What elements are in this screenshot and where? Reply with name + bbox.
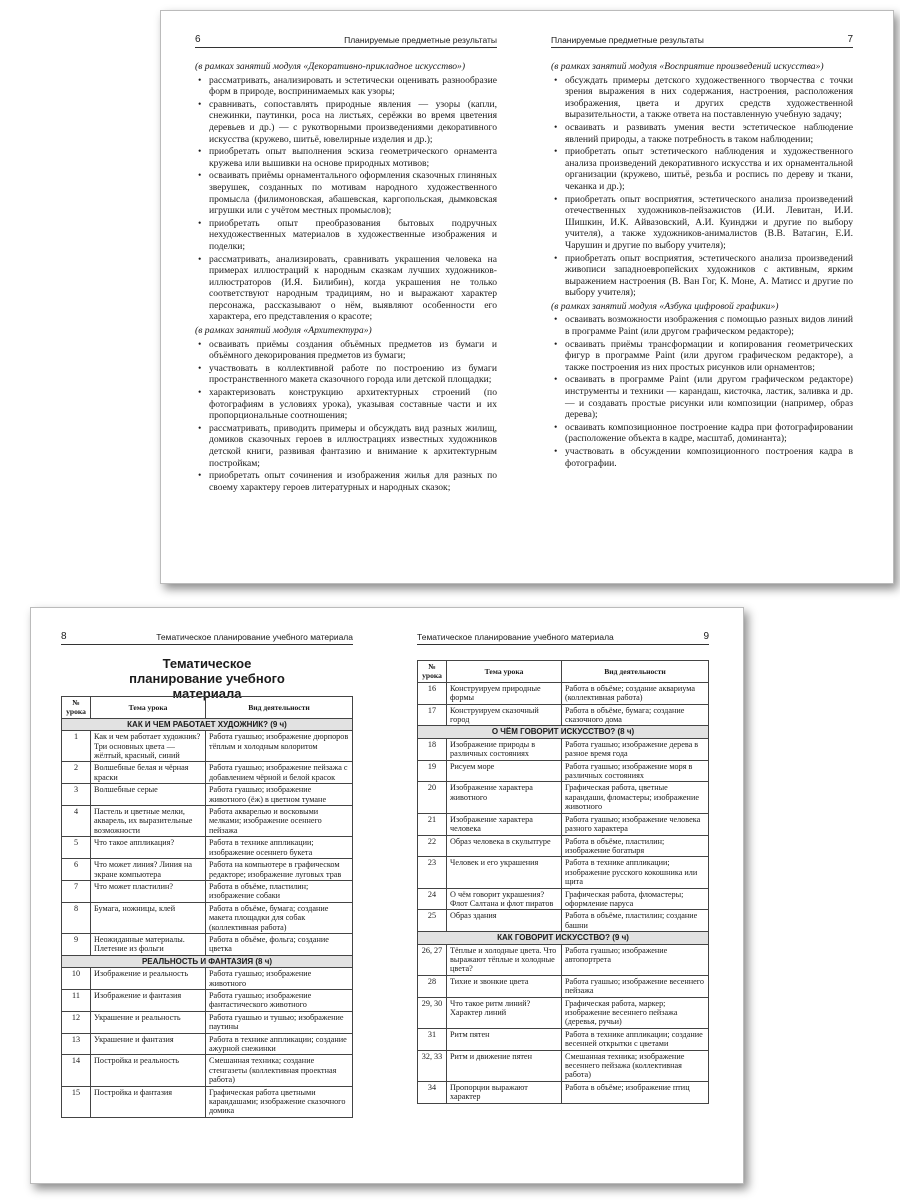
bullet-text: участвовать в обсуждении композиционного построения кадра в фотографии. xyxy=(565,446,853,469)
table-header-row xyxy=(418,661,709,683)
bullet-text: осваивать приёмы трансформации и копирования геометрических фигур в программе Paint (или другом графическом редакторе), а также построения из них простых рисунков или орнаментов; xyxy=(565,338,853,373)
lesson-number: 26, 27 xyxy=(418,944,447,975)
table-row xyxy=(62,1055,353,1086)
section-title: Тематическое планирование учебного материала xyxy=(129,656,285,701)
table-row xyxy=(418,782,709,813)
lesson-number: 1 xyxy=(62,731,91,762)
table-row xyxy=(418,813,709,835)
lesson-topic: Постройка и фантазия xyxy=(91,1086,206,1117)
table-row xyxy=(62,880,353,902)
lesson-activity: Работа гуашью; изображение животного xyxy=(206,968,353,990)
bullet-item xyxy=(551,122,853,145)
bullet-item xyxy=(195,470,497,493)
section-heading: О ЧЁМ ГОВОРИТ ИСКУССТВО? (8 ч) xyxy=(418,726,709,738)
bullet-text: характеризовать конструкцию архитектурных строений (по фотографиям в условиях урока), указывая составные части и их пропорциональные соотношения; xyxy=(209,387,497,422)
bullet-icon: • xyxy=(554,252,558,264)
section-row xyxy=(418,932,709,944)
lesson-topic: Постройка и реальность xyxy=(91,1055,206,1086)
section-row xyxy=(418,726,709,738)
table-row xyxy=(62,806,353,837)
bullet-item xyxy=(551,374,853,420)
lesson-number: 8 xyxy=(62,902,91,933)
lesson-topic: Украшение и реальность xyxy=(91,1011,206,1033)
lesson-topic: Изображение характера человека xyxy=(447,813,562,835)
lesson-topic: Волшебные белая и чёрная краски xyxy=(91,762,206,784)
lesson-topic: Ритм пятен xyxy=(447,1028,562,1050)
bullet-icon: • xyxy=(554,374,558,386)
col-header-number: № урока xyxy=(62,697,91,719)
bullet-item xyxy=(195,218,497,253)
lesson-topic: Что такое ритм линий? Характер линий xyxy=(447,997,562,1028)
bullet-text: осваивать приёмы создания объёмных предметов из бумаги и объёмного декорирования предметов из бумаги; xyxy=(209,338,497,362)
bullet-icon: • xyxy=(198,362,202,374)
bullet-icon: • xyxy=(198,217,202,229)
lesson-number: 20 xyxy=(418,782,447,813)
lesson-topic: Ритм и движение пятен xyxy=(447,1050,562,1081)
lesson-number: 2 xyxy=(62,762,91,784)
table-row xyxy=(418,944,709,975)
bullet-item xyxy=(551,146,853,192)
bullet-icon: • xyxy=(554,193,558,205)
bullet-item xyxy=(551,314,853,337)
page-body xyxy=(195,61,497,495)
bullet-list xyxy=(195,75,497,323)
lesson-topic: Образ человека в скульптуре xyxy=(447,835,562,857)
lesson-activity: Работа гуашью; изображение весеннего пейзажа xyxy=(562,975,709,997)
lesson-number: 6 xyxy=(62,859,91,881)
bullet-text: рассматривать, анализировать и эстетически оценивать разнообразие форм в природе, воспринимаемых как узоры; xyxy=(209,74,497,98)
bullet-item xyxy=(551,339,853,374)
table-row xyxy=(62,902,353,933)
table-row xyxy=(418,738,709,760)
table-row xyxy=(418,835,709,857)
table-row xyxy=(62,859,353,881)
table-row xyxy=(62,989,353,1011)
lesson-topic: Тихие и звонкие цвета xyxy=(447,975,562,997)
table-row xyxy=(62,1033,353,1055)
lesson-activity: Работа гуашью; изображение фантастического животного xyxy=(206,989,353,1011)
col-header-topic: Тема урока xyxy=(91,697,206,719)
bullet-icon: • xyxy=(198,422,202,434)
lesson-number: 5 xyxy=(62,837,91,859)
page-number: 7 xyxy=(847,34,853,45)
lesson-topic: Пропорции выражают характер xyxy=(447,1081,562,1103)
bullet-text: рассматривать, приводить примеры и обсуждать вид разных жилищ, домиков сказочных героев в иллюстрациях известных художников детской книги, развивая фантазию и внимание к архитектурным постройкам; xyxy=(209,422,497,469)
lesson-number: 12 xyxy=(62,1011,91,1033)
table-row xyxy=(418,760,709,782)
running-head: Тематическое планирование учебного материала xyxy=(417,632,614,642)
lesson-activity: Работа гуашью; изображение дюрпоров тёплым и холодным колоритом xyxy=(206,731,353,762)
page-number: 8 xyxy=(61,631,67,642)
bullet-icon: • xyxy=(198,387,202,399)
lesson-number: 9 xyxy=(62,933,91,955)
table-row xyxy=(418,910,709,932)
page-7 xyxy=(551,11,853,583)
lesson-activity: Работа в технике аппликации; создание весенней открытки с цветами xyxy=(562,1028,709,1050)
bullet-item xyxy=(195,170,497,216)
lesson-topic: Что такое аппликация? xyxy=(91,837,206,859)
lesson-topic: Образ здания xyxy=(447,910,562,932)
bullet-icon: • xyxy=(554,421,558,433)
lesson-activity: Работа акварелью и восковыми мелками; изображение осеннего пейзажа xyxy=(206,806,353,837)
lesson-activity: Работа в технике аппликации; изображение русского кокошника или щита xyxy=(562,857,709,888)
lesson-number: 19 xyxy=(418,760,447,782)
bullet-text: приобретать опыт сочинения и изображения жилья для разных по своему характеру героев литературных и народных сказок; xyxy=(209,470,497,493)
page-body xyxy=(551,61,853,471)
lesson-number: 4 xyxy=(62,806,91,837)
lesson-number: 21 xyxy=(418,813,447,835)
bullet-item xyxy=(195,423,497,469)
bullet-item xyxy=(195,146,497,169)
bullet-list xyxy=(551,314,853,469)
lesson-number: 24 xyxy=(418,888,447,910)
bullet-item xyxy=(551,446,853,469)
bullet-text: осваивать возможности изображения с помощью разных видов линий в программе Paint (или другом графическом редакторе); xyxy=(565,314,853,338)
table-row xyxy=(418,1050,709,1081)
table-row xyxy=(418,857,709,888)
plan-table-wrap xyxy=(417,660,709,1104)
bullet-text: осваивать и развивать умения вести эстетическое наблюдение явлений природы, а также потребность в таком наблюдении; xyxy=(565,121,853,145)
bullet-item xyxy=(195,254,497,324)
lesson-number: 3 xyxy=(62,784,91,806)
bullet-text: приобретать опыт восприятия, эстетического анализа произведений живописи западноевропейских художников с активным, ярким выражением настроения (В. Ван Гог, К. Моне, А. Матисс и другие по выбору учителя); xyxy=(565,252,853,299)
lesson-topic: Изображение природы в различных состояниях xyxy=(447,738,562,760)
bullet-item xyxy=(195,99,497,145)
page-6 xyxy=(195,11,497,583)
page-header xyxy=(551,33,853,48)
lesson-activity: Работа в объёме, фольга; создание цветка xyxy=(206,933,353,955)
lesson-activity: Работа гуашью; изображение животного (ёж) в цветном тумане xyxy=(206,784,353,806)
lesson-number: 32, 33 xyxy=(418,1050,447,1081)
lesson-topic: Изображение и реальность xyxy=(91,968,206,990)
lesson-activity: Работа в объёме, пластилин; создание башни xyxy=(562,910,709,932)
bullet-item xyxy=(195,339,497,362)
col-header-topic: Тема урока xyxy=(447,661,562,683)
table-row xyxy=(418,975,709,997)
lesson-number: 29, 30 xyxy=(418,997,447,1028)
col-header-activity: Вид деятельности xyxy=(562,661,709,683)
lesson-activity: Работа в объёме, бумага; создание сказочного дома xyxy=(562,704,709,726)
bullet-text: приобретать опыт эстетического наблюдения и художественного анализа произведений декоративного искусства и их орнаментальной организации (кружево, шитьё, резьба и роспись по дереву и ткани, чеканка и др.); xyxy=(565,146,853,192)
plan-table xyxy=(61,696,353,1118)
lesson-topic: Конструируем сказочный город xyxy=(447,704,562,726)
running-head: Тематическое планирование учебного материала xyxy=(156,632,353,642)
table-row xyxy=(62,933,353,955)
bullet-icon: • xyxy=(198,146,202,158)
bullet-text: обсуждать примеры детского художественного творчества с точки зрения выражения в них содержания, настроения, расположения изображения, цвета и других средств художественной выразительности, а также ответа на поставленную учебную задачу; xyxy=(565,74,853,121)
lesson-activity: Работа в объёме; создание аквариума (коллективная работа) xyxy=(562,682,709,704)
lesson-topic: Что может линия? Линия на экране компьютера xyxy=(91,859,206,881)
bullet-icon: • xyxy=(554,338,558,350)
lesson-topic: Рисуем море xyxy=(447,760,562,782)
bullet-item xyxy=(195,387,497,422)
lesson-number: 22 xyxy=(418,835,447,857)
bullet-list xyxy=(551,75,853,299)
bullet-item xyxy=(195,363,497,386)
page-number: 9 xyxy=(703,631,709,642)
running-head: Планируемые предметные результаты xyxy=(344,35,497,45)
lesson-topic: Тёплые и холодные цвета. Что выражают тёплые и холодные цвета? xyxy=(447,944,562,975)
page-9 xyxy=(417,608,709,1183)
lesson-topic: О чём говорит украшения? Флот Салтана и флот пиратов xyxy=(447,888,562,910)
lesson-activity: Работа гуашью; изображение человека разного характера xyxy=(562,813,709,835)
bullet-text: осваивать приёмы орнаментального оформления сказочных глиняных зверушек, созданных по мотивам народного художественного промысла (филимоновская, абашевская, каргопольская, дымковская игрушки или с учётом местных промыслов); xyxy=(209,170,497,217)
page-number: 6 xyxy=(195,34,201,45)
lesson-number: 15 xyxy=(62,1086,91,1117)
lesson-activity: Работа в объёме, пластилин; изображение богатыря xyxy=(562,835,709,857)
bullet-text: участвовать в коллективной работе по построению из бумаги пространственного макета сказочного города или детской площадки; xyxy=(209,362,497,386)
bullet-text: рассматривать, анализировать, сравнивать украшения человека на примерах иллюстраций к народным сказкам лучших художников-иллюстраторов (И.Я. Билибин), когда украшения не только соответствуют народным традициям, но и выражают характер персонажа, рассказывают о нём, выявляют особенности его характера, его представления о красоте; xyxy=(209,253,497,323)
bullet-icon: • xyxy=(198,253,202,265)
table-row xyxy=(62,731,353,762)
lesson-number: 34 xyxy=(418,1081,447,1103)
lesson-activity: Графическая работа цветными карандашами; изображение сказочного домика xyxy=(206,1086,353,1117)
lesson-activity: Работа на компьютере в графическом редакторе; изображение луговых трав xyxy=(206,859,353,881)
bullet-item xyxy=(551,422,853,445)
table-row xyxy=(62,784,353,806)
bullet-list xyxy=(195,339,497,494)
bullet-icon: • xyxy=(554,146,558,158)
table-row xyxy=(418,1028,709,1050)
table-row xyxy=(418,997,709,1028)
lesson-topic: Изображение характера животного xyxy=(447,782,562,813)
lesson-topic: Человек и его украшения xyxy=(447,857,562,888)
lesson-activity: Работа в технике аппликации; изображение осеннего букета xyxy=(206,837,353,859)
lesson-activity: Работа в объёме; изображение птиц xyxy=(562,1081,709,1103)
bullet-text: осваивать композиционное построение кадра при фотографировании (расположение объекта в кадре, масштаб, доминанта); xyxy=(565,421,853,445)
table-row xyxy=(62,1011,353,1033)
table-row xyxy=(418,682,709,704)
page-header xyxy=(417,630,709,645)
lesson-topic: Волшебные серые xyxy=(91,784,206,806)
bullet-text: приобретать опыт выполнения эскиза геометрического орнамента кружева или вышивки на основе природных мотивов; xyxy=(209,146,497,169)
bullet-icon: • xyxy=(554,446,558,457)
lesson-topic: Бумага, ножницы, клей xyxy=(91,902,206,933)
lesson-topic: Конструируем природные формы xyxy=(447,682,562,704)
page-header xyxy=(61,630,353,645)
lesson-activity: Работа в объёме, пластилин; изображение собаки xyxy=(206,880,353,902)
lesson-topic: Пастель и цветные мелки, акварель, их выразительные возможности xyxy=(91,806,206,837)
bullet-icon: • xyxy=(198,98,202,110)
lesson-activity: Смешанная техника; создание стенгазеты (коллективная проектная работа) xyxy=(206,1055,353,1086)
bullet-item xyxy=(551,253,853,299)
lesson-activity: Работа гуашью и тушью; изображение паутины xyxy=(206,1011,353,1033)
module-caption: (в рамках занятий модуля «Азбука цифровой графики») xyxy=(551,300,779,312)
lesson-topic: Украшение и фантазия xyxy=(91,1033,206,1055)
col-header-number: № урока xyxy=(418,661,447,683)
lesson-topic: Как и чем работает художник? Три основных цвета — жёлтый, красный, синий xyxy=(91,731,206,762)
lesson-activity: Графическая работа, фломастеры; оформление паруса xyxy=(562,888,709,910)
bullet-icon: • xyxy=(198,470,202,482)
table-row xyxy=(418,1081,709,1103)
lesson-number: 17 xyxy=(418,704,447,726)
lesson-number: 16 xyxy=(418,682,447,704)
table-row xyxy=(418,888,709,910)
running-head: Планируемые предметные результаты xyxy=(551,35,704,45)
table-row xyxy=(62,762,353,784)
module-caption: (в рамках занятий модуля «Архитектура») xyxy=(195,325,372,337)
bullet-item xyxy=(551,194,853,252)
lesson-number: 10 xyxy=(62,968,91,990)
section-heading: КАК И ЧЕМ РАБОТАЕТ ХУДОЖНИК? (9 ч) xyxy=(62,718,353,730)
bullet-text: сравнивать, сопоставлять природные явления — узоры (капли, снежинки, паутинки, роса на листьях, серёжки во время цветения деревьев и др.) — с рукотворными произведениями декоративного искусства (кружево, шитьё, ювелирные изделия и др.); xyxy=(209,98,497,145)
bullet-icon: • xyxy=(554,121,558,133)
bullet-icon: • xyxy=(554,74,558,86)
lesson-activity: Смешанная техника; изображение весеннего пейзажа (коллективная работа) xyxy=(562,1050,709,1081)
section-title-wrap xyxy=(121,656,293,701)
lesson-topic: Что может пластилин? xyxy=(91,880,206,902)
table-row xyxy=(62,837,353,859)
lesson-number: 14 xyxy=(62,1055,91,1086)
page-8 xyxy=(61,608,353,1183)
bullet-icon: • xyxy=(554,314,558,326)
lesson-topic: Изображение и фантазия xyxy=(91,989,206,1011)
lesson-number: 23 xyxy=(418,857,447,888)
page-header xyxy=(195,33,497,48)
lesson-activity: Работа в объёме, бумага; создание макета площадки для собак (коллективная работа) xyxy=(206,902,353,933)
section-row xyxy=(62,718,353,730)
table-header-row xyxy=(62,697,353,719)
module-caption: (в рамках занятий модуля «Декоративно-прикладное искусство») xyxy=(195,61,466,72)
bullet-text: осваивать в программе Paint (или другом графическом редакторе) инструменты и техники — карандаш, кисточка, ластик, заливка и др. — и создавать простые рисунки или композиции (например, образ дерева); xyxy=(565,374,853,421)
bullet-item xyxy=(195,75,497,98)
bullet-icon: • xyxy=(198,170,202,182)
lesson-activity: Графическая работа, цветные карандаши, фломастеры; изображение животного xyxy=(562,782,709,813)
lesson-topic: Неожиданные материалы. Плетение из фольги xyxy=(91,933,206,955)
lesson-activity: Графическая работа, маркер; изображение весеннего пейзажа (деревья, ручьи) xyxy=(562,997,709,1028)
top-spread xyxy=(160,10,894,584)
section-heading: КАК ГОВОРИТ ИСКУССТВО? (9 ч) xyxy=(418,932,709,944)
lesson-number: 13 xyxy=(62,1033,91,1055)
lesson-number: 11 xyxy=(62,989,91,1011)
lesson-activity: Работа в технике аппликации; создание ажурной снежинки xyxy=(206,1033,353,1055)
lesson-activity: Работа гуашью; изображение автопортрета xyxy=(562,944,709,975)
plan-table-wrap xyxy=(61,696,353,1118)
bullet-item xyxy=(551,75,853,121)
bullet-icon: • xyxy=(198,338,202,350)
module-caption: (в рамках занятий модуля «Восприятие произведений искусства») xyxy=(551,61,824,72)
bullet-icon: • xyxy=(198,74,202,86)
table-row xyxy=(62,968,353,990)
lesson-number: 7 xyxy=(62,880,91,902)
plan-table xyxy=(417,660,709,1104)
section-heading: РЕАЛЬНОСТЬ И ФАНТАЗИЯ (8 ч) xyxy=(62,955,353,967)
table-row xyxy=(418,704,709,726)
table-row xyxy=(62,1086,353,1117)
lesson-activity: Работа гуашью; изображение пейзажа с добавлением чёрной и белой красок xyxy=(206,762,353,784)
lesson-number: 25 xyxy=(418,910,447,932)
lesson-number: 28 xyxy=(418,975,447,997)
bullet-text: приобретать опыт восприятия, эстетического анализа произведений отечественных художников-пейзажистов (И.И. Левитан, И.И. Шишкин, И.К. Айвазовский, А.И. Куинджи и другие по выбору учителя), а также художников-анималистов (В.В. Ватагин, Е.И. Чарушин и другие по выбору учителя); xyxy=(565,193,853,251)
lesson-activity: Работа гуашью; изображение дерева в разное время года xyxy=(562,738,709,760)
section-row xyxy=(62,955,353,967)
bottom-spread xyxy=(30,607,744,1184)
col-header-activity: Вид деятельности xyxy=(206,697,353,719)
lesson-activity: Работа гуашью; изображение моря в различных состояниях xyxy=(562,760,709,782)
lesson-number: 31 xyxy=(418,1028,447,1050)
bullet-text: приобретать опыт преобразования бытовых подручных нехудожественных материалов в художественные изображения и поделки; xyxy=(209,217,497,252)
lesson-number: 18 xyxy=(418,738,447,760)
